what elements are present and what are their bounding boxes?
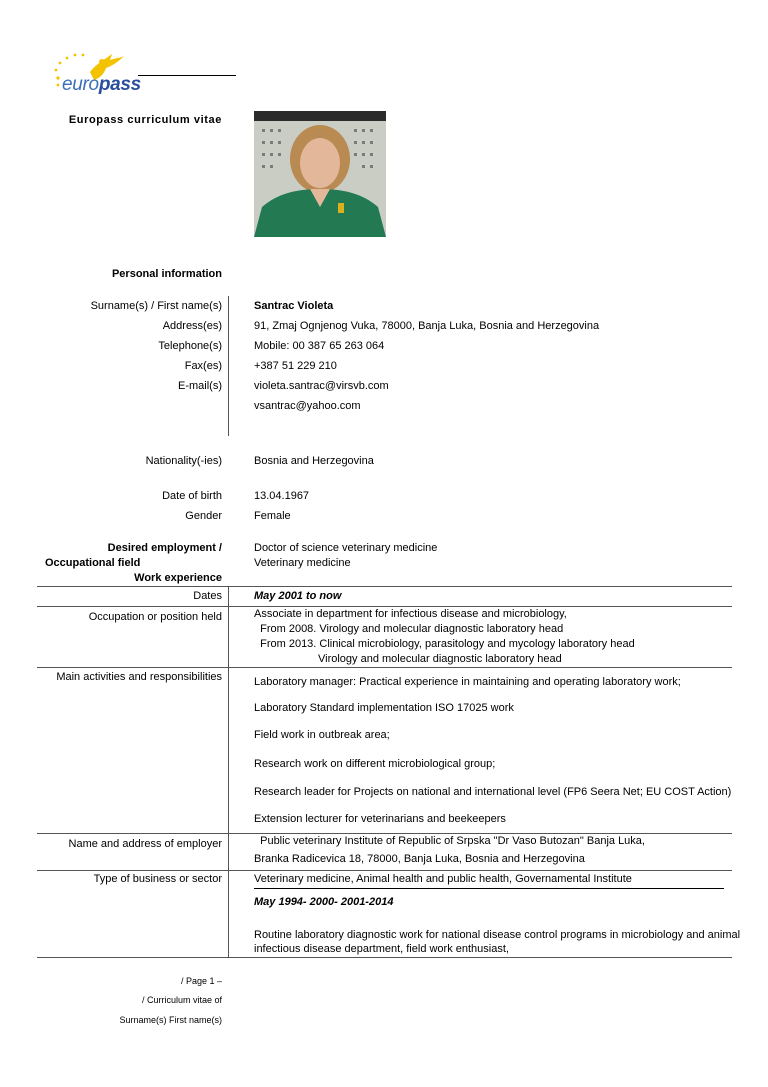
business-value: Veterinary medicine, Animal health and public health, Governamental Institute	[254, 873, 632, 885]
telephone-value: Mobile: 00 387 65 263 064	[254, 340, 385, 352]
business-label: Type of business or sector	[93, 873, 222, 885]
employer-line: Public veterinary Institute of Republic of Srpska "Dr Vaso Butozan" Banja Luka,	[254, 835, 645, 847]
nationality-label: Nationality(-ies)	[145, 455, 222, 467]
logo-rule	[138, 75, 236, 76]
desired-employment-label: Desired employment /	[107, 542, 222, 554]
activity-item: Field work in outbreak area;	[254, 729, 390, 741]
activity-item: Laboratory manager: Practical experience in maintaining and operating laboratory work;	[254, 676, 681, 688]
column-divider	[228, 296, 229, 436]
occupational-field-value: Veterinary medicine	[254, 557, 351, 569]
footer-cv-of: / Curriculum vitae of	[141, 995, 222, 1005]
email-value-secondary[interactable]: vsantrac@yahoo.com	[254, 400, 361, 412]
occupation-line: Virology and molecular diagnostic laboratory head	[318, 653, 562, 665]
activity-item: Laboratory Standard implementation ISO 17025 work	[254, 702, 514, 714]
activity-item: Research work on different microbiological group;	[254, 758, 496, 770]
profile-photo	[254, 111, 386, 237]
activities-label: Main activities and responsibilities	[56, 671, 222, 683]
logo-wordmark: europass	[62, 74, 141, 95]
activity-item: Research leader for Projects on national and international level (FP6 Seera Net; EU COST Action)	[254, 786, 732, 798]
table-rule	[37, 833, 732, 834]
routine-line: infectious disease department, field work enthusiast,	[254, 943, 509, 955]
occupational-field-label: Occupational field	[45, 557, 141, 569]
gender-value: Female	[254, 510, 291, 522]
personal-info-heading: Personal information	[111, 268, 222, 280]
occupation-line: From 2013. Clinical microbiology, parasitology and mycology laboratory head	[254, 638, 635, 650]
dob-label: Date of birth	[162, 490, 222, 502]
footer-name: Surname(s) First name(s)	[119, 1015, 222, 1025]
dates-value-2: May 1994- 2000- 2001-2014	[254, 896, 394, 908]
table-rule	[37, 667, 732, 668]
table-rule	[37, 870, 732, 871]
name-label: Surname(s) / First name(s)	[90, 300, 222, 312]
occupation-label: Occupation or position held	[88, 611, 222, 623]
email-label: E-mail(s)	[178, 380, 222, 392]
table-rule	[37, 586, 732, 587]
fax-value: +387 51 229 210	[254, 360, 337, 372]
dates-value: May 2001 to now	[254, 590, 342, 602]
table-rule	[37, 606, 732, 607]
gender-label: Gender	[185, 510, 222, 522]
name-value: Santrac Violeta	[254, 300, 334, 312]
fax-label: Fax(es)	[184, 360, 222, 372]
email-value-primary[interactable]: violeta.santrac@virsvb.com	[254, 380, 389, 392]
dates-label: Dates	[193, 590, 222, 602]
table-rule	[37, 957, 732, 958]
work-experience-heading: Work experience	[134, 572, 222, 584]
footer-page: / Page 1 –	[180, 976, 222, 986]
cv-title: Europass curriculum vitae	[68, 114, 222, 126]
occupation-line: Associate in department for infectious disease and microbiology,	[254, 608, 567, 620]
desired-employment-value: Doctor of science veterinary medicine	[254, 542, 438, 554]
address-label: Address(es)	[162, 320, 222, 332]
column-divider	[228, 586, 229, 957]
employer-label: Name and address of employer	[68, 838, 222, 850]
address-value: 91, Zmaj Ognjenog Vuka, 78000, Banja Luka, Bosnia and Herzegovina	[254, 320, 600, 332]
routine-line: Routine laboratory diagnostic work for national disease control programs in microbiology and animal	[254, 929, 741, 941]
occupation-line: From 2008. Virology and molecular diagnostic laboratory head	[254, 623, 564, 635]
employer-line: Branka Radicevica 18, 78000, Banja Luka, Bosnia and Herzegovina	[254, 853, 585, 865]
activity-item: Extension lecturer for veterinarians and beekeepers	[254, 813, 506, 825]
telephone-label: Telephone(s)	[158, 340, 222, 352]
dob-value: 13.04.1967	[254, 490, 310, 502]
table-rule	[254, 888, 724, 889]
nationality-value: Bosnia and Herzegovina	[254, 455, 374, 467]
